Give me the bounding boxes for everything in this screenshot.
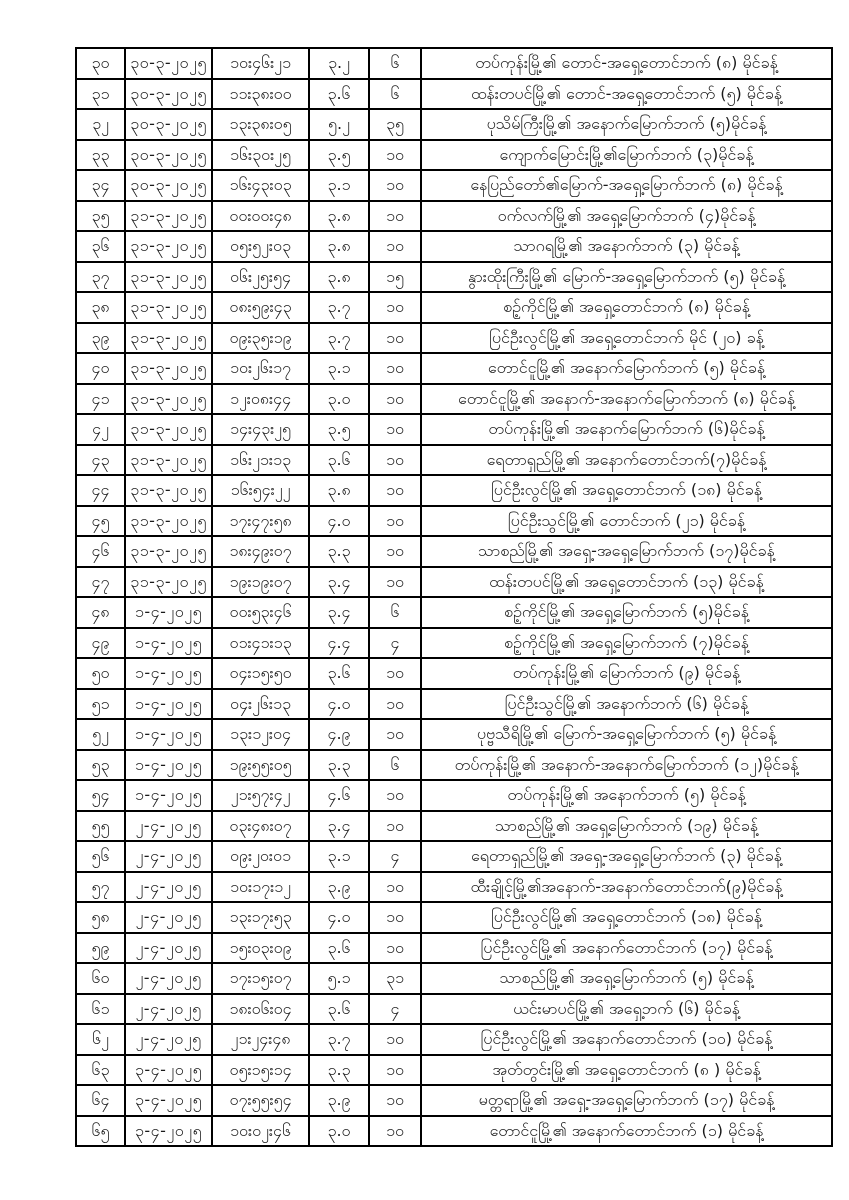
cell-date: ၁-၄-၂၀၂၅	[125, 780, 212, 811]
cell-depth: ၁၀	[369, 1116, 421, 1147]
cell-location: တပ်ကုန်းမြို့၏ တောင်-အရှေ့တောင်ဘက် (၈) မိုင်ခန့်	[421, 48, 832, 79]
cell-magnitude: ၃.၉	[309, 872, 369, 903]
cell-depth: ၆	[369, 750, 421, 781]
cell-depth: ၁၀	[369, 201, 421, 232]
cell-depth: ၁၀	[369, 231, 421, 262]
cell-time: ၀၈း၅၉း၄၃	[212, 292, 309, 323]
cell-no: ၅၀	[76, 658, 125, 689]
cell-location: မတ္တရာမြို့၏ အရှေ့-အရှေ့မြောက်ဘက် (၁၇) မိုင်ခန့်	[421, 1085, 832, 1116]
cell-location: သာဂရမြို့၏ အနောက်ဘက် (၃) မိုင်ခန့်	[421, 231, 832, 262]
cell-time: ၁၉း၁၉း၀၇	[212, 567, 309, 598]
table-row	[76, 262, 832, 293]
cell-time: ၀၀း၅၃း၄၆	[212, 597, 309, 628]
cell-depth: ၁၀	[369, 658, 421, 689]
cell-depth: ၆	[369, 48, 421, 79]
cell-depth: ၆	[369, 597, 421, 628]
cell-no: ၄၀	[76, 353, 125, 384]
cell-no: ၅၆	[76, 841, 125, 872]
cell-location: ရေတာရှည်မြို့၏ အရှေ့-အရှေ့မြောက်ဘက် (၃) မိုင်ခန့်	[421, 841, 832, 872]
cell-no: ၅၁	[76, 689, 125, 720]
table-row	[76, 384, 832, 415]
cell-magnitude: ၄.၀	[309, 506, 369, 537]
cell-time: ၁၂း၀၈း၄၄	[212, 384, 309, 415]
cell-magnitude: ၃.၅	[309, 140, 369, 171]
cell-no: ၃၇	[76, 262, 125, 293]
cell-time: ၀၀း၀၀း၄၈	[212, 201, 309, 232]
cell-magnitude: ၃.၆	[309, 933, 369, 964]
cell-time: ၀၄း၁၅း၅၀	[212, 658, 309, 689]
cell-magnitude: ၅.၁	[309, 963, 369, 994]
cell-depth: ၁၀	[369, 140, 421, 171]
cell-depth: ၁၀	[369, 536, 421, 567]
cell-no: ၅၄	[76, 780, 125, 811]
cell-date: ၃၁-၃-၂၀၂၅	[125, 231, 212, 262]
cell-no: ၅၈	[76, 902, 125, 933]
cell-magnitude: ၃.၃	[309, 536, 369, 567]
cell-depth: ၁၀	[369, 689, 421, 720]
cell-no: ၆၅	[76, 1116, 125, 1147]
cell-no: ၃၅	[76, 201, 125, 232]
cell-no: ၄၃	[76, 445, 125, 476]
cell-no: ၆၄	[76, 1085, 125, 1116]
cell-date: ၃၁-၃-၂၀၂၅	[125, 384, 212, 415]
table-row	[76, 48, 832, 79]
table-row	[76, 353, 832, 384]
cell-location: ပြင်ဦးသွင်မြို့၏ အနောက်ဘက် (၆) မိုင်ခန့်	[421, 689, 832, 720]
cell-depth: ၁၀	[369, 445, 421, 476]
cell-time: ၀၁း၄၁း၁၃	[212, 628, 309, 659]
table-row	[76, 201, 832, 232]
cell-time: ၂၁း၂၄း၄၈	[212, 1024, 309, 1055]
cell-date: ၃၀-၃-၂၀၂၅	[125, 140, 212, 171]
cell-date: ၂-၄-၂၀၂၅	[125, 963, 212, 994]
table-row	[76, 780, 832, 811]
table-row	[76, 658, 832, 689]
cell-location: ထန်းတပင်မြို့၏ အရှေ့တောင်ဘက် (၁၃) မိုင်ခန့်	[421, 567, 832, 598]
cell-location: ကျောက်မြောင်းမြို့၏မြောက်ဘက် (၃)မိုင်ခန့်	[421, 140, 832, 171]
cell-location: စဉ့်ကိုင်မြို့၏ အရှေ့မြောက်ဘက် (၅)မိုင်ခန့်	[421, 597, 832, 628]
cell-depth: ၁၀	[369, 1024, 421, 1055]
cell-no: ၃၉	[76, 323, 125, 354]
cell-depth: ၁၅	[369, 262, 421, 293]
cell-time: ၂၁း၅၇း၄၂	[212, 780, 309, 811]
cell-depth: ၁၀	[369, 170, 421, 201]
cell-location: ပြင်ဦးလွင်မြို့၏ အရှေ့တောင်ဘက် (၁၈) မိုင်ခန့်	[421, 475, 832, 506]
cell-magnitude: ၃.၇	[309, 323, 369, 354]
cell-location: စဉ့်ကိုင်မြို့၏ အရှေ့မြောက်ဘက် (၇)မိုင်ခန့်	[421, 628, 832, 659]
table-row	[76, 597, 832, 628]
cell-depth: ၁၀	[369, 872, 421, 903]
cell-magnitude: ၃.၈	[309, 262, 369, 293]
cell-magnitude: ၃.၈	[309, 201, 369, 232]
cell-date: ၃၀-၃-၂၀၂၅	[125, 48, 212, 79]
table-row	[76, 902, 832, 933]
cell-depth: ၁၀	[369, 567, 421, 598]
cell-date: ၂-၄-၂၀၂၅	[125, 841, 212, 872]
cell-time: ၁၄း၄၃း၂၅	[212, 414, 309, 445]
cell-date: ၂-၄-၂၀၂၅	[125, 994, 212, 1025]
cell-time: ၁၀း၁၇း၁၂	[212, 872, 309, 903]
cell-time: ၀၆း၂၅း၅၄	[212, 262, 309, 293]
cell-no: ၄၁	[76, 384, 125, 415]
cell-time: ၁၃း၁၇း၅၃	[212, 902, 309, 933]
cell-magnitude: ၅.၂	[309, 109, 369, 140]
cell-depth: ၃၁	[369, 963, 421, 994]
table-row	[76, 1116, 832, 1147]
cell-date: ၃၁-၃-၂၀၂၅	[125, 414, 212, 445]
cell-time: ၁၇း၁၅း၀၇	[212, 963, 309, 994]
table-row	[76, 445, 832, 476]
cell-depth: ၁၀	[369, 902, 421, 933]
table-row	[76, 414, 832, 445]
table-row	[76, 963, 832, 994]
cell-date: ၂-၄-၂၀၂၅	[125, 811, 212, 842]
cell-magnitude: ၃.၆	[309, 994, 369, 1025]
cell-magnitude: ၃.၁	[309, 841, 369, 872]
cell-location: တပ်ကုန်းမြို့၏ အနောက်-အနောက်မြောက်ဘက် (၁၂)မိုင်ခန့်	[421, 750, 832, 781]
cell-location: ထန်းတပင်မြို့၏ တောင်-အရှေ့တောင်ဘက် (၅) မိုင်ခန့်	[421, 79, 832, 110]
cell-depth: ၁၀	[369, 1055, 421, 1086]
cell-no: ၆၀	[76, 963, 125, 994]
table-row	[76, 323, 832, 354]
cell-location: နေပြည်တော်၏မြောက်-အရှေ့မြောက်ဘက် (၈) မိုင်ခန့်	[421, 170, 832, 201]
cell-date: ၃၁-၃-၂၀၂၅	[125, 506, 212, 537]
cell-date: ၁-၄-၂၀၂၅	[125, 689, 212, 720]
cell-date: ၁-၄-၂၀၂၅	[125, 658, 212, 689]
cell-date: ၃-၄-၂၀၂၅	[125, 1085, 212, 1116]
cell-no: ၃၈	[76, 292, 125, 323]
cell-magnitude: ၄.၆	[309, 780, 369, 811]
cell-location: တောင်ငူမြို့၏ အနောက်မြောက်ဘက် (၅) မိုင်ခန့်	[421, 353, 832, 384]
cell-no: ၄၈	[76, 597, 125, 628]
cell-no: ၅၂	[76, 719, 125, 750]
cell-location: တောင်ငူမြို့၏ အနောက်-အနောက်မြောက်ဘက် (၈) မိုင်ခန့်	[421, 384, 832, 415]
cell-location: တောင်ငူမြို့၏ အနောက်တောင်ဘက် (၁) မိုင်ခန့်	[421, 1116, 832, 1147]
cell-date: ၃၁-၃-၂၀၂၅	[125, 353, 212, 384]
cell-magnitude: ၃.၈	[309, 231, 369, 262]
cell-no: ၃၄	[76, 170, 125, 201]
cell-depth: ၁၀	[369, 384, 421, 415]
cell-time: ၀၇း၅၅း၅၄	[212, 1085, 309, 1116]
cell-time: ၀၉း၂၀း၀၁	[212, 841, 309, 872]
cell-magnitude: ၄.၄	[309, 628, 369, 659]
cell-magnitude: ၃.၁	[309, 353, 369, 384]
cell-no: ၃၀	[76, 48, 125, 79]
cell-location: ပုဗ္ဗသီရိမြို့၏ မြောက်-အရှေ့မြောက်ဘက် (၅) မိုင်ခန့်	[421, 719, 832, 750]
cell-location: သာစည်မြို့၏ အရှေ့-အရှေ့မြောက်ဘက် (၁၇)မိုင်ခန့်	[421, 536, 832, 567]
cell-time: ၁၀း၄၆း၂၁	[212, 48, 309, 79]
table-row	[76, 140, 832, 171]
table-row	[76, 933, 832, 964]
cell-magnitude: ၃.၀	[309, 384, 369, 415]
cell-magnitude: ၃.၄	[309, 597, 369, 628]
cell-magnitude: ၃.၉	[309, 1085, 369, 1116]
cell-location: ထီးချိုင့်မြို့၏အနောက်-အနောက်တောင်ဘက်(၉)မိုင်ခန့်	[421, 872, 832, 903]
cell-date: ၁-၄-၂၀၂၅	[125, 750, 212, 781]
cell-depth: ၁၀	[369, 933, 421, 964]
cell-location: အုတ်တွင်းမြို့၏ အရှေ့တောင်ဘက် (၈ ) မိုင်ခန့်	[421, 1055, 832, 1086]
cell-date: ၂-၄-၂၀၂၅	[125, 1024, 212, 1055]
cell-magnitude: ၃.၅	[309, 414, 369, 445]
cell-depth: ၃၅	[369, 109, 421, 140]
cell-depth: ၁၀	[369, 1085, 421, 1116]
table-row	[76, 689, 832, 720]
cell-time: ၁၆း၅၄း၂၂	[212, 475, 309, 506]
table-row	[76, 231, 832, 262]
table-row	[76, 536, 832, 567]
earthquake-table-body	[76, 48, 832, 1146]
cell-magnitude: ၃.၇	[309, 1024, 369, 1055]
cell-date: ၃၁-၃-၂၀၂၅	[125, 262, 212, 293]
table-row	[76, 1024, 832, 1055]
cell-no: ၄၅	[76, 506, 125, 537]
table-row	[76, 79, 832, 110]
cell-date: ၂-၄-၂၀၂၅	[125, 933, 212, 964]
table-row	[76, 475, 832, 506]
cell-depth: ၄	[369, 994, 421, 1025]
cell-depth: ၁၀	[369, 811, 421, 842]
cell-time: ၁၅း၀၃း၀၉	[212, 933, 309, 964]
cell-location: ပြင်ဦးသွင်မြို့၏ တောင်ဘက် (၂၁) မိုင်ခန့်	[421, 506, 832, 537]
cell-date: ၃၀-၃-၂၀၂၅	[125, 79, 212, 110]
cell-magnitude: ၃.၆	[309, 445, 369, 476]
cell-time: ၁၈း၀၆း၀၄	[212, 994, 309, 1025]
cell-date: ၃၁-၃-၂၀၂၅	[125, 445, 212, 476]
cell-date: ၃၁-၃-၂၀၂၅	[125, 536, 212, 567]
cell-date: ၃၁-၃-၂၀၂၅	[125, 201, 212, 232]
cell-time: ၁၃း၃၈း၀၅	[212, 109, 309, 140]
cell-location: သာစည်မြို့၏ အရှေ့မြောက်ဘက် (၁၉) မိုင်ခန့်	[421, 811, 832, 842]
cell-no: ၄၂	[76, 414, 125, 445]
cell-depth: ၁၀	[369, 292, 421, 323]
cell-time: ၁၀း၀၂း၄၆	[212, 1116, 309, 1147]
cell-time: ၁၀း၂၆း၁၇	[212, 353, 309, 384]
cell-location: ပြင်ဦးလွင်မြို့၏ အနောက်တောင်ဘက် (၁၇) မိုင်ခန့်	[421, 933, 832, 964]
table-row	[76, 994, 832, 1025]
cell-date: ၁-၄-၂၀၂၅	[125, 719, 212, 750]
cell-no: ၄၆	[76, 536, 125, 567]
table-row	[76, 1085, 832, 1116]
cell-no: ၆၁	[76, 994, 125, 1025]
cell-magnitude: ၃.၁	[309, 170, 369, 201]
cell-magnitude: ၄.၀	[309, 902, 369, 933]
cell-magnitude: ၃.၄	[309, 811, 369, 842]
cell-location: ပုသိမ်ကြီးမြို့၏ အနောက်မြောက်ဘက် (၅)မိုင်ခန့်	[421, 109, 832, 140]
cell-date: ၂-၄-၂၀၂၅	[125, 902, 212, 933]
cell-no: ၃၃	[76, 140, 125, 171]
cell-no: ၆၂	[76, 1024, 125, 1055]
cell-time: ၁၆း၄၃း၀၃	[212, 170, 309, 201]
cell-location: ယင်းမာပင်မြို့၏ အရှေ့ဘက် (၆) မိုင်ခန့်	[421, 994, 832, 1025]
table-row	[76, 719, 832, 750]
cell-magnitude: ၃.၃	[309, 1055, 369, 1086]
cell-depth: ၁၀	[369, 475, 421, 506]
cell-time: ၁၃း၁၂း၀၄	[212, 719, 309, 750]
cell-depth: ၁၀	[369, 353, 421, 384]
cell-depth: ၁၀	[369, 719, 421, 750]
table-row	[76, 811, 832, 842]
cell-time: ၁၆း၃၀း၂၅	[212, 140, 309, 171]
cell-date: ၂-၄-၂၀၂၅	[125, 872, 212, 903]
cell-date: ၃၁-၃-၂၀၂၅	[125, 567, 212, 598]
cell-depth: ၁၀	[369, 506, 421, 537]
cell-time: ၁၇း၄၇း၅၈	[212, 506, 309, 537]
table-row	[76, 292, 832, 323]
cell-magnitude: ၃.၆	[309, 79, 369, 110]
cell-location: ပြင်ဦးလွင်မြို့၏ အရှေ့တောင်ဘက် (၁၈) မိုင်ခန့်	[421, 902, 832, 933]
cell-time: ၀၅း၅၂း၀၃	[212, 231, 309, 262]
cell-time: ၁၉း၅၅း၀၅	[212, 750, 309, 781]
cell-location: တပ်ကုန်းမြို့၏ မြောက်ဘက် (၉) မိုင်ခန့်	[421, 658, 832, 689]
cell-no: ၄၇	[76, 567, 125, 598]
table-row	[76, 567, 832, 598]
cell-depth: ၁၀	[369, 414, 421, 445]
cell-time: ၁၈း၄၉း၀၇	[212, 536, 309, 567]
cell-location: တပ်ကုန်းမြို့၏ အနောက်မြောက်ဘက် (၆)မိုင်ခန့်	[421, 414, 832, 445]
cell-magnitude: ၃.၂	[309, 48, 369, 79]
cell-no: ၃၆	[76, 231, 125, 262]
cell-no: ၃၁	[76, 79, 125, 110]
cell-no: ၃၂	[76, 109, 125, 140]
cell-no: ၅၇	[76, 872, 125, 903]
cell-time: ၀၉း၃၅း၁၉	[212, 323, 309, 354]
cell-magnitude: ၃.၇	[309, 292, 369, 323]
cell-location: ပြင်ဦးလွင်မြို့၏ အရှေ့တောင်ဘက် မိုင် (၂၀) ခန့်	[421, 323, 832, 354]
cell-date: ၃၀-၃-၂၀၂၅	[125, 170, 212, 201]
cell-date: ၃၀-၃-၂၀၂၅	[125, 109, 212, 140]
cell-magnitude: ၃.၈	[309, 475, 369, 506]
cell-magnitude: ၄.၀	[309, 689, 369, 720]
cell-magnitude: ၃.၃	[309, 750, 369, 781]
cell-time: ၀၄း၂၆း၁၃	[212, 689, 309, 720]
cell-no: ၆၃	[76, 1055, 125, 1086]
cell-date: ၃-၄-၂၀၂၅	[125, 1116, 212, 1147]
table-row	[76, 1055, 832, 1086]
cell-location: သာစည်မြို့၏ အရှေ့မြောက်ဘက် (၅) မိုင်ခန့်	[421, 963, 832, 994]
cell-magnitude: ၄.၉	[309, 719, 369, 750]
cell-location: တပ်ကုန်းမြို့၏ အနောက်ဘက် (၅) မိုင်ခန့်	[421, 780, 832, 811]
cell-location: ရေတာရှည်မြို့၏ အနောက်တောင်ဘက်(၇)မိုင်ခန့်	[421, 445, 832, 476]
cell-no: ၅၅	[76, 811, 125, 842]
cell-depth: ၄	[369, 841, 421, 872]
cell-time: ၀၃း၄၈း၀၇	[212, 811, 309, 842]
table-row	[76, 872, 832, 903]
table-row	[76, 170, 832, 201]
table-row	[76, 109, 832, 140]
cell-date: ၁-၄-၂၀၂၅	[125, 628, 212, 659]
cell-date: ၃၁-၃-၂၀၂၅	[125, 323, 212, 354]
cell-magnitude: ၃.၆	[309, 658, 369, 689]
cell-date: ၃၁-၃-၂၀၂၅	[125, 292, 212, 323]
cell-no: ၄၉	[76, 628, 125, 659]
cell-depth: ၁၀	[369, 323, 421, 354]
cell-magnitude: ၃.၄	[309, 567, 369, 598]
cell-depth: ၆	[369, 79, 421, 110]
earthquake-table	[75, 47, 833, 1147]
cell-date: ၃၁-၃-၂၀၂၅	[125, 475, 212, 506]
cell-depth: ၁၀	[369, 780, 421, 811]
cell-location: ပြင်ဦးလွင်မြို့၏ အနောက်တောင်ဘက် (၁၀) မိုင်ခန့်	[421, 1024, 832, 1055]
cell-date: ၁-၄-၂၀၂၅	[125, 597, 212, 628]
table-row	[76, 841, 832, 872]
cell-magnitude: ၃.၀	[309, 1116, 369, 1147]
table-row	[76, 628, 832, 659]
cell-location: ဝက်လက်မြို့၏ အရှေ့မြောက်ဘက် (၄)မိုင်ခန့်	[421, 201, 832, 232]
cell-no: ၄၄	[76, 475, 125, 506]
cell-no: ၅၃	[76, 750, 125, 781]
cell-location: နွားထိုးကြီးမြို့၏ မြောက်-အရှေ့မြောက်ဘက် (၅) မိုင်ခန့်	[421, 262, 832, 293]
cell-depth: ၄	[369, 628, 421, 659]
table-row	[76, 506, 832, 537]
table-row	[76, 750, 832, 781]
cell-time: ၁၆း၂၁း၁၃	[212, 445, 309, 476]
cell-location: စဉ့်ကိုင်မြို့၏ အရှေ့တောင်ဘက် (၈) မိုင်ခန့်	[421, 292, 832, 323]
cell-time: ၀၅း၁၅း၁၄	[212, 1055, 309, 1086]
cell-no: ၅၉	[76, 933, 125, 964]
cell-date: ၃-၄-၂၀၂၅	[125, 1055, 212, 1086]
cell-time: ၁၁း၃၈း၀၀	[212, 79, 309, 110]
